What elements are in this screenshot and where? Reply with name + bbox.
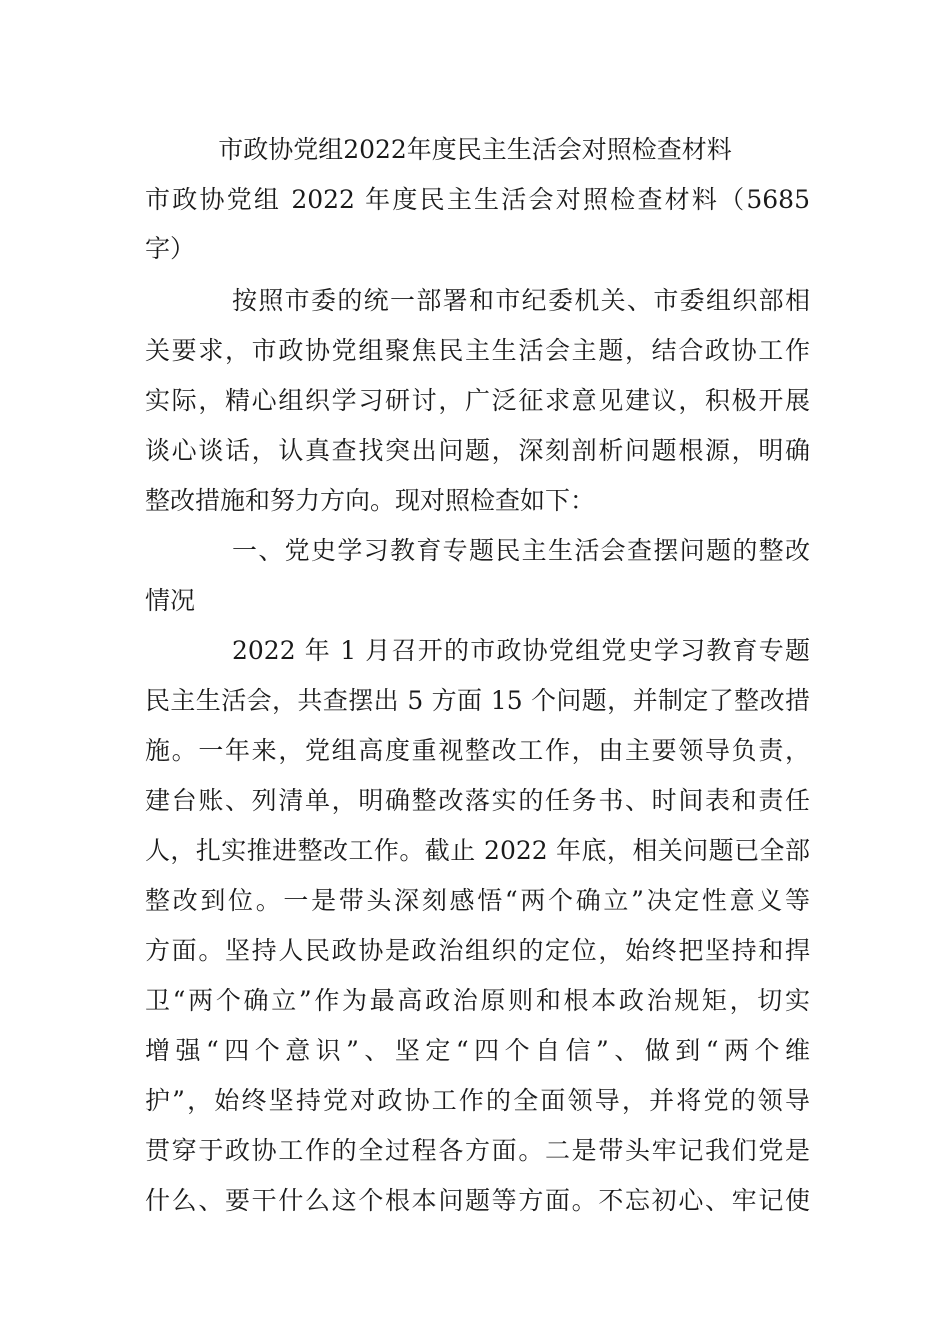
body-line-1: 2022 年 1 月召开的市政协党组党史学习教育专题	[232, 636, 810, 665]
body-line-4: 建台账、列清单，明确整改落实的任务书、时间表和责任	[145, 786, 810, 815]
body-line-9: 增强“四个意识”、坚定“四个自信”、做到“两个维	[145, 1036, 810, 1065]
document-title: 市政协党组2022年度民主生活会对照检查材料	[218, 135, 732, 164]
intro-line-3: 实际，精心组织学习研讨，广泛征求意见建议，积极开展	[145, 386, 810, 415]
body-line-11: 贯穿于政协工作的全过程各方面。二是带头牢记我们党是	[145, 1136, 810, 1165]
body-line-5: 人，扎实推进整改工作。截止 2022 年底，相关问题已全部	[145, 836, 810, 865]
body-line-8: 卫“两个确立”作为最高政治原则和根本政治规矩，切实	[145, 986, 810, 1015]
body-line-6: 整改到位。一是带头深刻感悟“两个确立”决定性意义等	[145, 886, 810, 915]
body-line-2: 民主生活会，共查摆出 5 方面 15 个问题，并制定了整改措	[145, 686, 810, 715]
intro-line-2: 关要求，市政协党组聚焦民主生活会主题，结合政协工作	[145, 336, 810, 365]
section1-heading-line-1: 一、党史学习教育专题民主生活会查摆问题的整改	[232, 536, 810, 565]
subtitle-line-1: 市政协党组 2022 年度民主生活会对照检查材料（5685	[145, 185, 810, 214]
body-line-10: 护”，始终坚持党对政协工作的全面领导，并将党的领导	[145, 1086, 810, 1115]
body-line-7: 方面。坚持人民政协是政治组织的定位，始终把坚持和捍	[145, 936, 810, 965]
body-line-3: 施。一年来，党组高度重视整改工作，由主要领导负责，	[145, 736, 810, 765]
subtitle-line-2: 字）	[145, 234, 196, 263]
intro-line-1: 按照市委的统一部署和市纪委机关、市委组织部相	[232, 286, 810, 315]
intro-line-5: 整改措施和努力方向。现对照检查如下：	[145, 486, 596, 515]
intro-line-4: 谈心谈话，认真查找突出问题，深刻剖析问题根源，明确	[145, 436, 810, 465]
body-line-12: 什么、要干什么这个根本问题等方面。不忘初心、牢记使	[145, 1186, 810, 1215]
section1-heading-line-2: 情况	[145, 586, 196, 615]
